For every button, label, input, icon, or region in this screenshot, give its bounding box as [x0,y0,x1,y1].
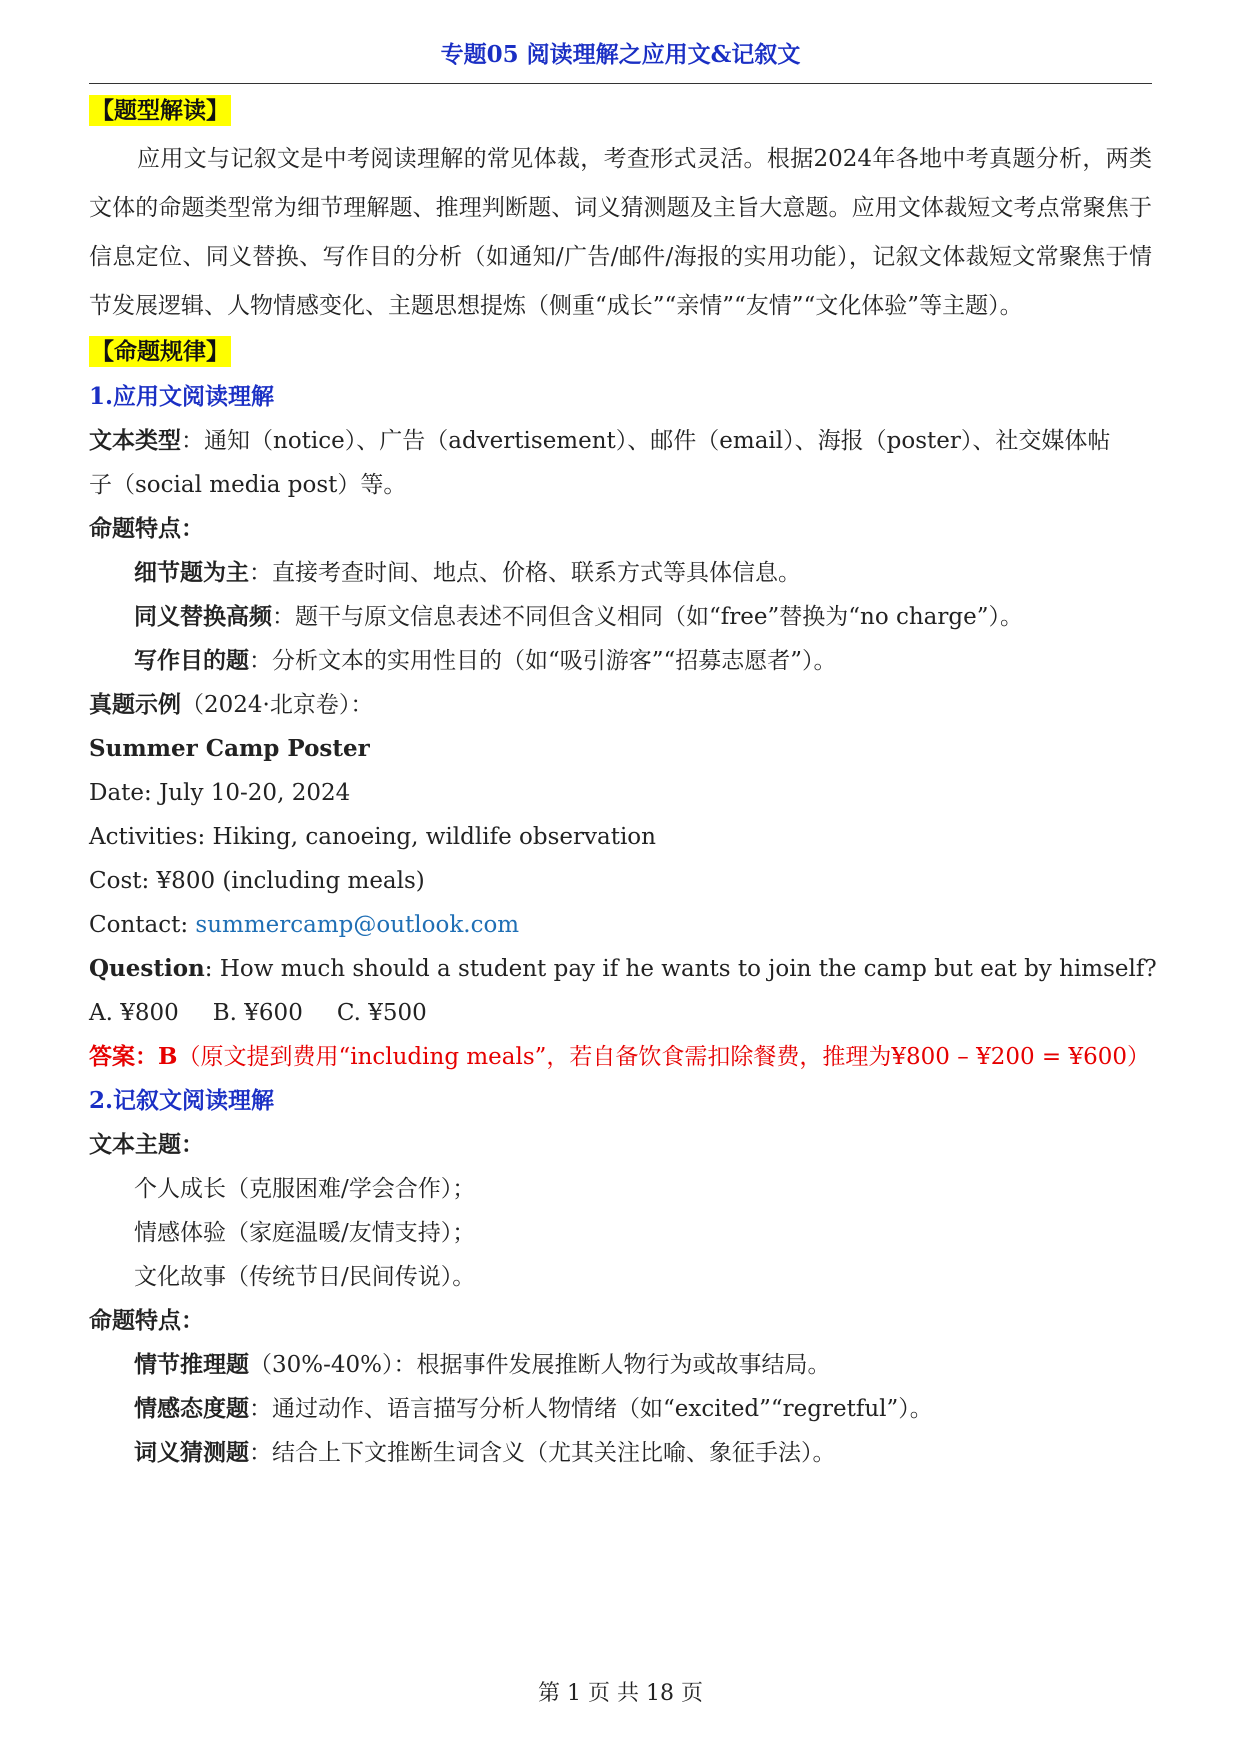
feature-label: 情节推理题 [134,1351,249,1378]
section-tag-interpretation [89,96,1152,126]
part2-heading: 2.记叙文阅读理解 [89,1087,275,1114]
poster-activities: Activities: Hiking, canoeing, wildlife observation [89,824,656,850]
feature-item [89,602,1152,632]
feature-text: ：结合上下文推断生词含义（尤其关注比喻、象征手法）。 [249,1440,836,1466]
answer-line [89,1042,1152,1072]
feature-label: 词义猜测题 [134,1439,249,1466]
feature-label: 写作目的题 [134,647,249,674]
poster-cost: Cost: ¥800 (including meals) [89,868,425,894]
text-types-line-cont: 子（social media post）等。 [89,472,407,498]
option-a: A. ¥800 [89,1000,179,1026]
theme-item: 情感体验（家庭温暖/友情支持）； [134,1220,476,1246]
contact-email-link[interactable]: summercamp@outlook.com [195,912,520,938]
features-label-2: 命题特点： [89,1307,204,1334]
header-divider [89,83,1152,84]
question-label: Question [89,955,205,982]
option-b: B. ¥600 [212,1000,303,1026]
theme-item: 个人成长（克服困难/学会合作）； [134,1176,476,1202]
feature-item [89,1438,1152,1468]
poster-date: Date: July 10-20, 2024 [89,780,351,806]
feature-item [89,1350,1152,1380]
theme-item: 文化故事（传统节日/民间传说）。 [134,1264,476,1290]
section-tag-rules [89,337,1152,367]
feature-text: （30%-40%）：根据事件发展推断人物行为或故事结局。 [249,1352,831,1378]
document-body [89,92,1157,1468]
feature-text: ：分析文本的实用性目的（如“吸引游客”“招募志愿者”）。 [249,648,837,674]
themes-label: 文本主题： [89,1131,204,1158]
feature-item [89,1394,1152,1424]
option-c: C. ¥500 [336,1000,427,1026]
example-source: （2024·北京卷）： [181,692,374,718]
section-tag-label: 【题型解读】 [91,97,229,124]
intro-paragraph: 应用文与记叙文是中考阅读理解的常见体裁，考查形式灵活。根据2024年各地中考真题分析，两类文体的命题类型常为细节理解题、推理判断题、词义猜测题及主旨大意题。应用文体裁短文考点常聚焦于信息定位、同义替换、写作目的分析（如通知/广告/邮件/海报的实用功能），记叙文体裁短文常聚焦于情节发展逻辑、人物情感变化、主题思想提炼（侧重“成长”“亲情”“友情”“文化体验”等主题）。 [89,146,1152,319]
example-line [89,690,1152,720]
example-label: 真题示例 [89,691,181,718]
text-types-label: 文本类型 [89,427,181,454]
page-header-title: 专题05 阅读理解之应用文&记叙文 [440,41,801,68]
text-types-value: ：通知（notice）、广告（advertisement）、邮件（email）、海报（poster）、社交媒体帖 [181,428,1111,454]
poster-contact [89,910,1152,940]
question-line [89,954,1157,984]
contact-label: Contact: [89,912,196,938]
feature-text: ：通过动作、语言描写分析人物情绪（如“excited”“regretful”）。 [249,1396,933,1422]
feature-label: 细节题为主 [134,559,249,586]
feature-label: 情感态度题 [134,1395,249,1422]
text-types-line [89,426,1152,456]
feature-item [89,646,1152,676]
feature-text: ：题干与原文信息表述不同但含义相同（如“free”替换为“no charge”）。 [272,604,1023,630]
part1-heading: 1.应用文阅读理解 [89,383,275,410]
feature-text: ：直接考查时间、地点、价格、联系方式等具体信息。 [249,560,801,586]
feature-label: 同义替换高频 [134,603,272,630]
options-line [89,998,1152,1028]
answer-label: 答案：B [89,1043,178,1070]
question-text: : How much should a student pay if he wants to join the camp but eat by himself? [204,956,1157,982]
answer-explanation: （原文提到费用“including meals”，若自备饮食需扣除餐费，推理为¥800 – ¥200 = ¥600） [177,1044,1151,1070]
page-footer: 第 1 页 共 18 页 [538,1681,703,1706]
section-tag-label: 【命题规律】 [91,338,229,365]
feature-item [89,558,1152,588]
features-label: 命题特点： [89,515,204,542]
poster-title: Summer Camp Poster [89,735,370,762]
